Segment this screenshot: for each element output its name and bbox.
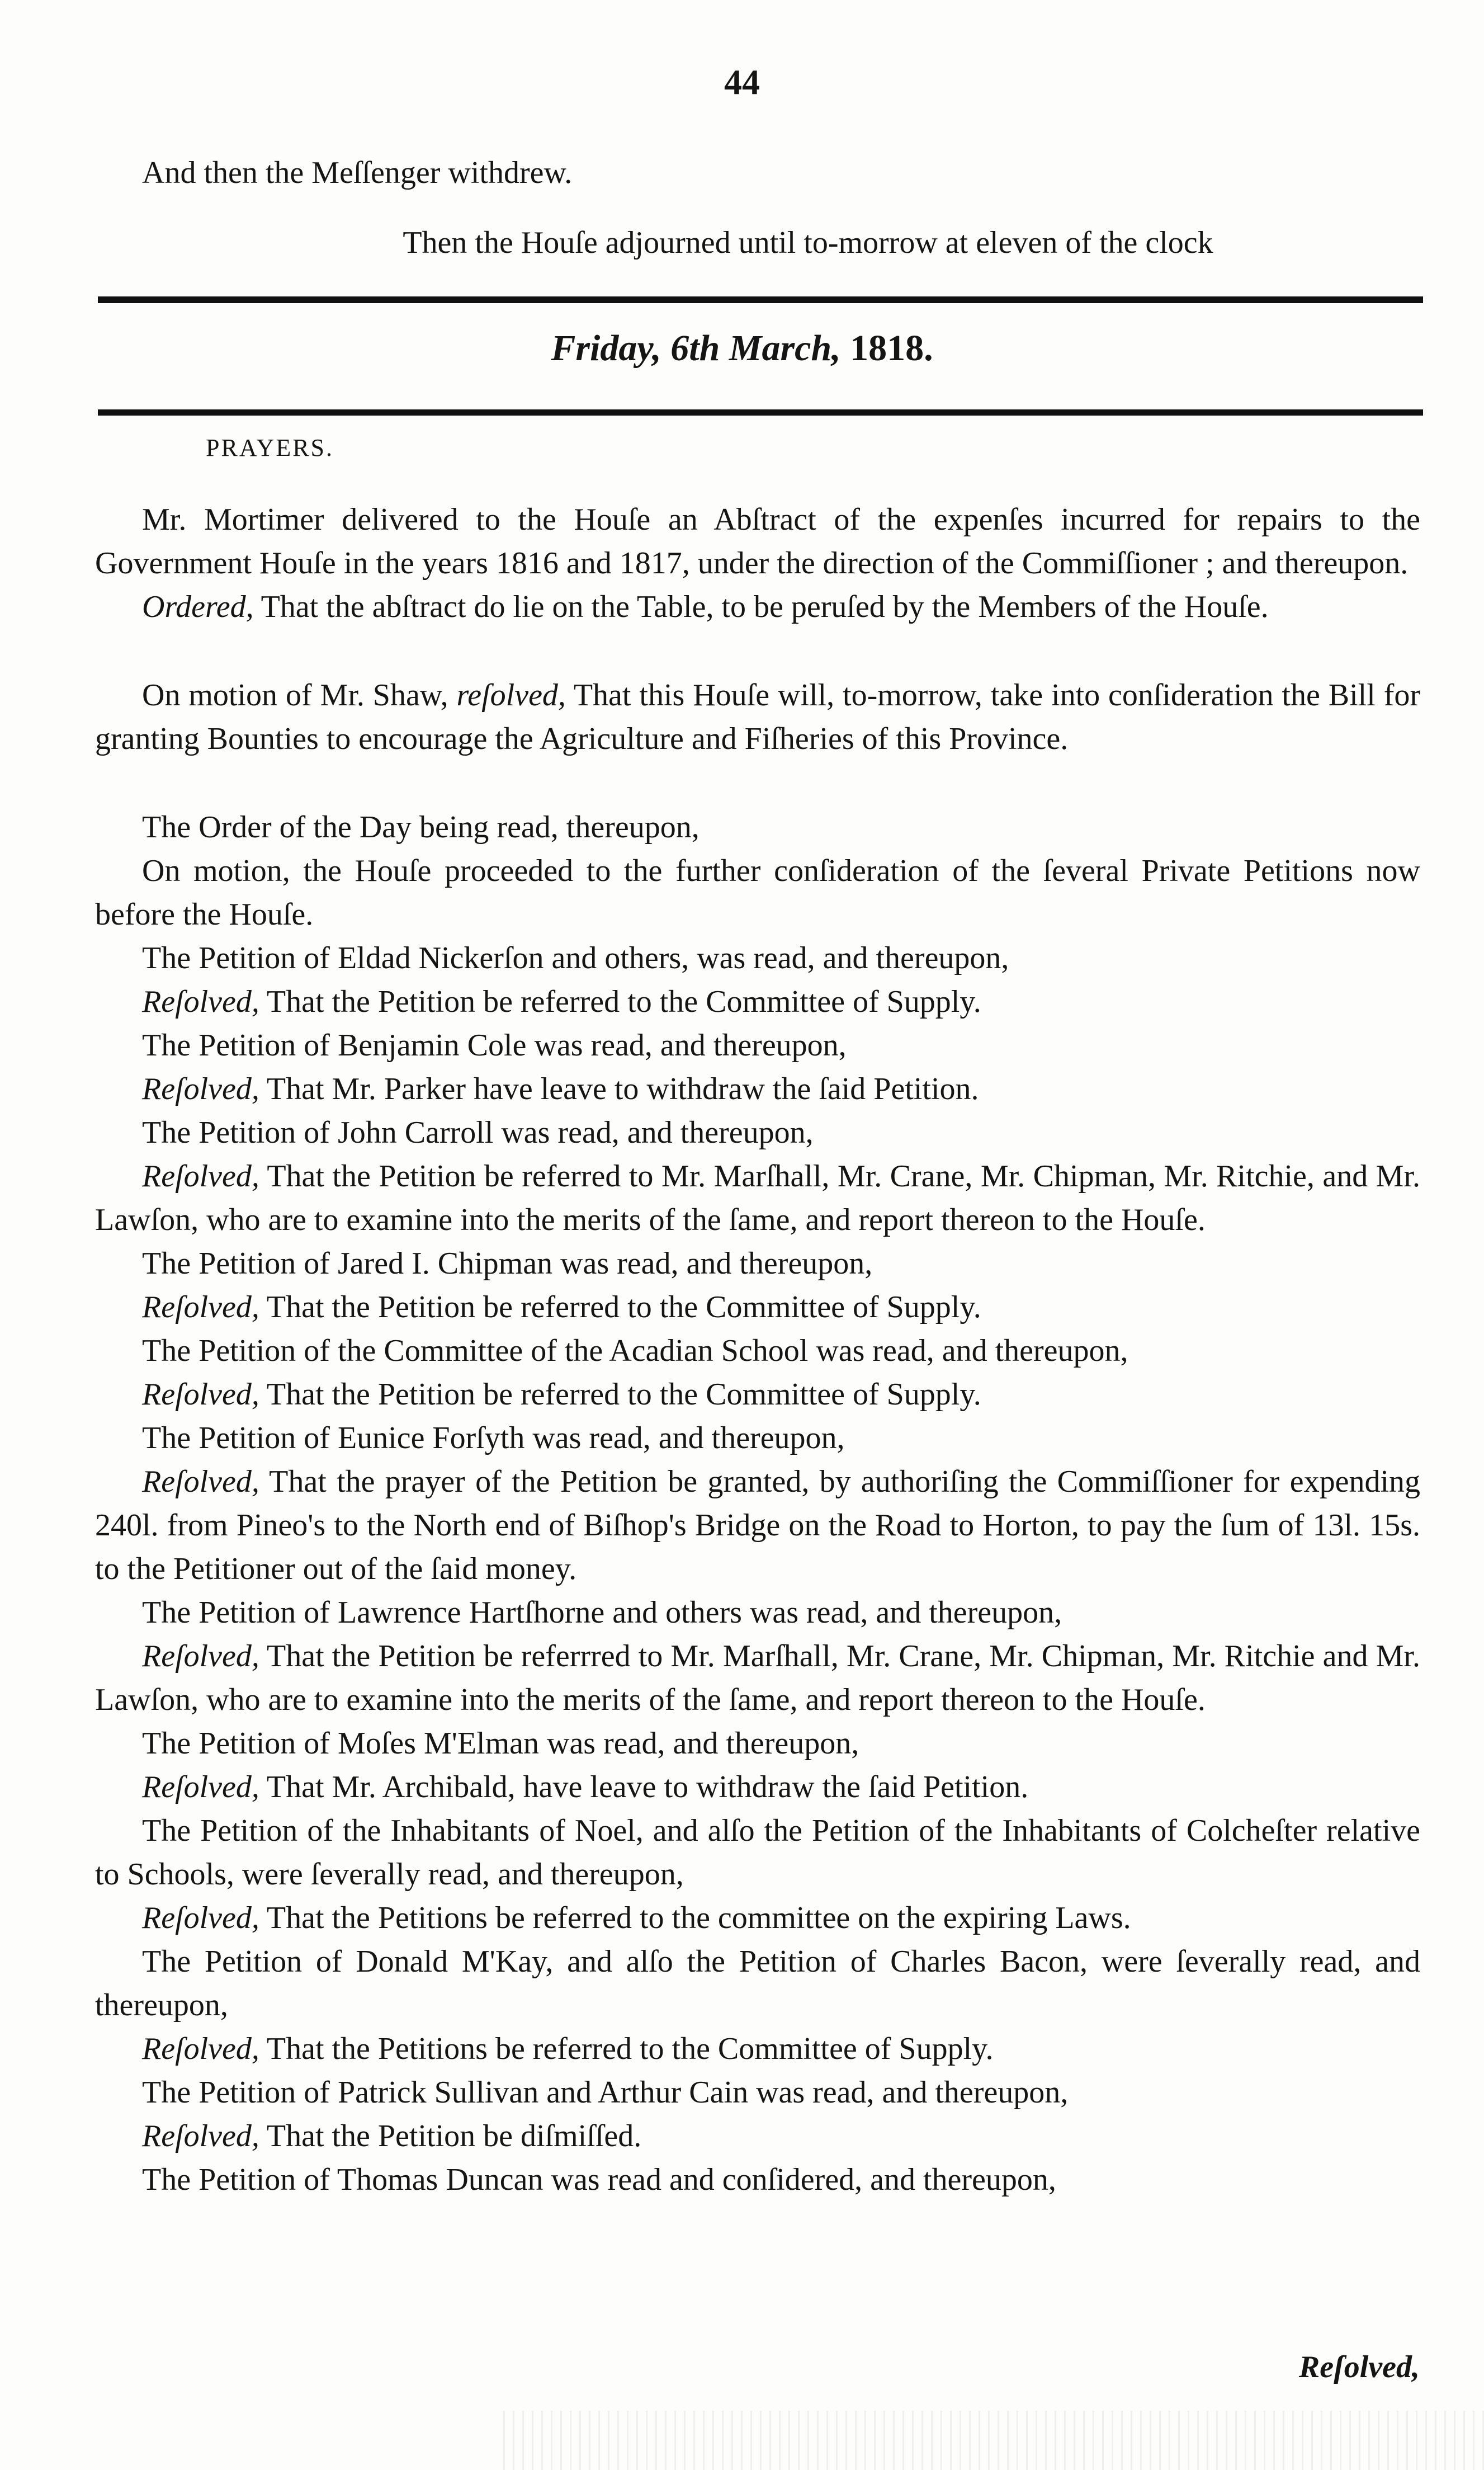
paragraph-italic: Reſolved,: [142, 1377, 259, 1412]
minute-paragraph: [95, 936, 1420, 980]
paragraph-text: The Petition of Lawrence Hartſhorne and others was read, and thereupon,: [142, 1595, 1062, 1630]
day-name: Friday,: [551, 328, 661, 369]
paragraph-text: That the Petition be diſmiſſed.: [259, 2119, 642, 2153]
paragraph-text: That the Petition be referred to the Committee of Supply.: [259, 1290, 981, 1324]
paragraph-text: That this Houſe will, to-morrow, take into conſideration the Bill for granting Bounties to encourage the Agriculture and Fiſheries of this Province.: [95, 678, 1421, 756]
paragraph-text: That the Petition be referrred to Mr. Marſhall, Mr. Crane, Mr. Chipman, Mr. Ritchie and Mr. Lawſon, who are to examine into the merits of the ſame, and report thereon to the Houſe.: [95, 1639, 1420, 1717]
paragraph-text: That the abſtract do lie on the Table, to be peruſed by the Members of the Houſe.: [253, 590, 1269, 624]
day-date: 6th March,: [670, 328, 841, 369]
day-year: 1818.: [850, 328, 933, 369]
paragraph-text: That the Petitions be referred to the committee on the expiring Laws.: [259, 1901, 1131, 1935]
prayers-label: PRAYERS.: [206, 434, 334, 461]
paragraph-text: That the Petition be referred to the Committee of Supply.: [259, 1377, 981, 1412]
paragraph-text: The Petition of Patrick Sullivan and Arthur Cain was read, and thereupon,: [142, 2075, 1069, 2110]
minute-paragraph: [95, 585, 1420, 629]
paragraph-italic: Reſolved,: [142, 2119, 259, 2153]
top-rule: [98, 296, 1423, 303]
paragraph-italic: Reſolved,: [142, 1072, 259, 1106]
minute-paragraph: [95, 805, 1420, 849]
paragraph-text: That the Petition be referred to the Committee of Supply.: [259, 984, 981, 1019]
minute-paragraph: [95, 1285, 1420, 1329]
minute-paragraph: [95, 1329, 1420, 1373]
minute-paragraph: [95, 1416, 1420, 1460]
paragraph-text: The Petition of Eunice Forſyth was read, and thereupon,: [142, 1421, 845, 1455]
minute-paragraph: [95, 2027, 1420, 2071]
paper-noise: [503, 2411, 1484, 2470]
head-line-1: [95, 151, 1420, 195]
bottom-rule: [98, 409, 1423, 416]
paragraph-text: That the Petition be referred to Mr. Marſhall, Mr. Crane, Mr. Chipman, Mr. Ritchie, and Mr. Lawſon, who are to examine into the merits of the ſame, and report thereon to the Houſe.: [95, 1159, 1420, 1237]
paragraph-text: The Petition of Jared I. Chipman was read, and thereupon,: [142, 1246, 873, 1281]
paragraph-italic: Reſolved,: [142, 1770, 259, 1804]
minute-paragraph: [95, 1242, 1420, 1285]
minute-paragraph: [95, 1373, 1420, 1416]
paragraph-text: The Petition of Moſes M'Elman was read, and thereupon,: [142, 1726, 859, 1761]
paragraph-text: The Petition of John Carroll was read, and thereupon,: [142, 1115, 814, 1150]
paragraph-italic: Reſolved,: [142, 1639, 259, 1674]
minute-paragraph: [95, 1111, 1420, 1154]
paragraph-text: The Petition of Eldad Nickerſon and others, was read, and thereupon,: [142, 941, 1009, 975]
minute-paragraph: [95, 1067, 1420, 1111]
paragraph-italic: reſolved,: [456, 678, 566, 713]
minute-paragraph: [95, 1154, 1420, 1242]
minute-paragraph: [95, 2071, 1420, 2114]
paragraph-italic: Ordered,: [142, 590, 254, 624]
minute-paragraph: [95, 1634, 1420, 1722]
head-paragraph: And then the Meſſenger withdrew.: [142, 155, 573, 190]
paragraph-italic: Reſolved,: [142, 984, 259, 1019]
paragraph-text: The Petition of the Inhabitants of Noel, and alſo the Petition of the Inhabitants of Colcheſter relative to Schools, were ſeverally read, and thereupon,: [95, 1813, 1420, 1892]
minute-paragraph: [95, 673, 1420, 761]
paragraph-text: That the Petitions be referred to the Committee of Supply.: [259, 2031, 994, 2066]
minute-paragraph: [95, 1460, 1420, 1591]
paragraph-text: The Order of the Day being read, thereupon,: [142, 810, 700, 845]
minute-paragraph: [95, 1765, 1420, 1809]
paragraph-text: Mr. Mortimer delivered to the Houſe an Abſtract of the expenſes incurred for repairs to the Government Houſe in the years 1816 and 1817, under the direction of the Commiſſioner ; and thereupon.: [95, 502, 1420, 581]
paragraph-text: On motion, the Houſe proceeded to the further conſideration of the ſeveral Private Petitions now before the Houſe.: [95, 854, 1420, 932]
paragraph-italic: Reſolved,: [142, 1464, 259, 1499]
minute-paragraph: [95, 1591, 1420, 1634]
paragraph-italic: Reſolved,: [142, 1901, 259, 1935]
minute-paragraph: [95, 1896, 1420, 1940]
head-line-2: [95, 221, 1420, 265]
adjourn-line: Then the Houſe adjourned until to-morrow at eleven of the clock: [403, 225, 1213, 260]
page-number: 44: [724, 62, 760, 102]
paragraph-text: That Mr. Parker have leave to withdraw the ſaid Petition.: [259, 1072, 979, 1106]
minute-paragraph: [95, 849, 1420, 936]
paragraph-text: The Petition of Benjamin Cole was read, and thereupon,: [142, 1028, 847, 1063]
paragraph-text: That Mr. Archibald, have leave to withdraw the ſaid Petition.: [259, 1770, 1029, 1804]
day-heading: [0, 327, 1484, 370]
paragraph-text: That the prayer of the Petition be granted, by authoriſing the Commiſſioner for expending 240l. from Pineo's to the North end of Biſhop's Bridge on the Road to Horton, to pay the ſum of 13l. 15s. to the Petitioner out of the ſaid money.: [95, 1464, 1420, 1586]
minute-paragraph: [95, 498, 1420, 585]
minute-paragraph: [95, 1722, 1420, 1765]
catchword: Reſolved,: [1298, 2350, 1420, 2384]
minute-paragraph: [95, 2158, 1420, 2202]
minutes-body: [95, 498, 1420, 2202]
minute-paragraph: [95, 1940, 1420, 2027]
paragraph-text: The Petition of the Committee of the Acadian School was read, and thereupon,: [142, 1333, 1128, 1368]
paragraph-text: The Petition of Donald M'Kay, and alſo the Petition of Charles Bacon, were ſeverally read, and thereupon,: [95, 1944, 1420, 2023]
minute-paragraph: [95, 1809, 1420, 1896]
minute-paragraph: [95, 1024, 1420, 1067]
paragraph-italic: Reſolved,: [142, 1290, 259, 1324]
paragraph-text: The Petition of Thomas Duncan was read and conſidered, and thereupon,: [142, 2162, 1056, 2197]
minute-paragraph: [95, 2114, 1420, 2158]
paragraph-italic: Reſolved,: [142, 2031, 259, 2066]
paragraph-text: On motion of Mr. Shaw,: [142, 678, 457, 713]
minute-paragraph: [95, 980, 1420, 1024]
paragraph-italic: Reſolved,: [142, 1159, 259, 1194]
